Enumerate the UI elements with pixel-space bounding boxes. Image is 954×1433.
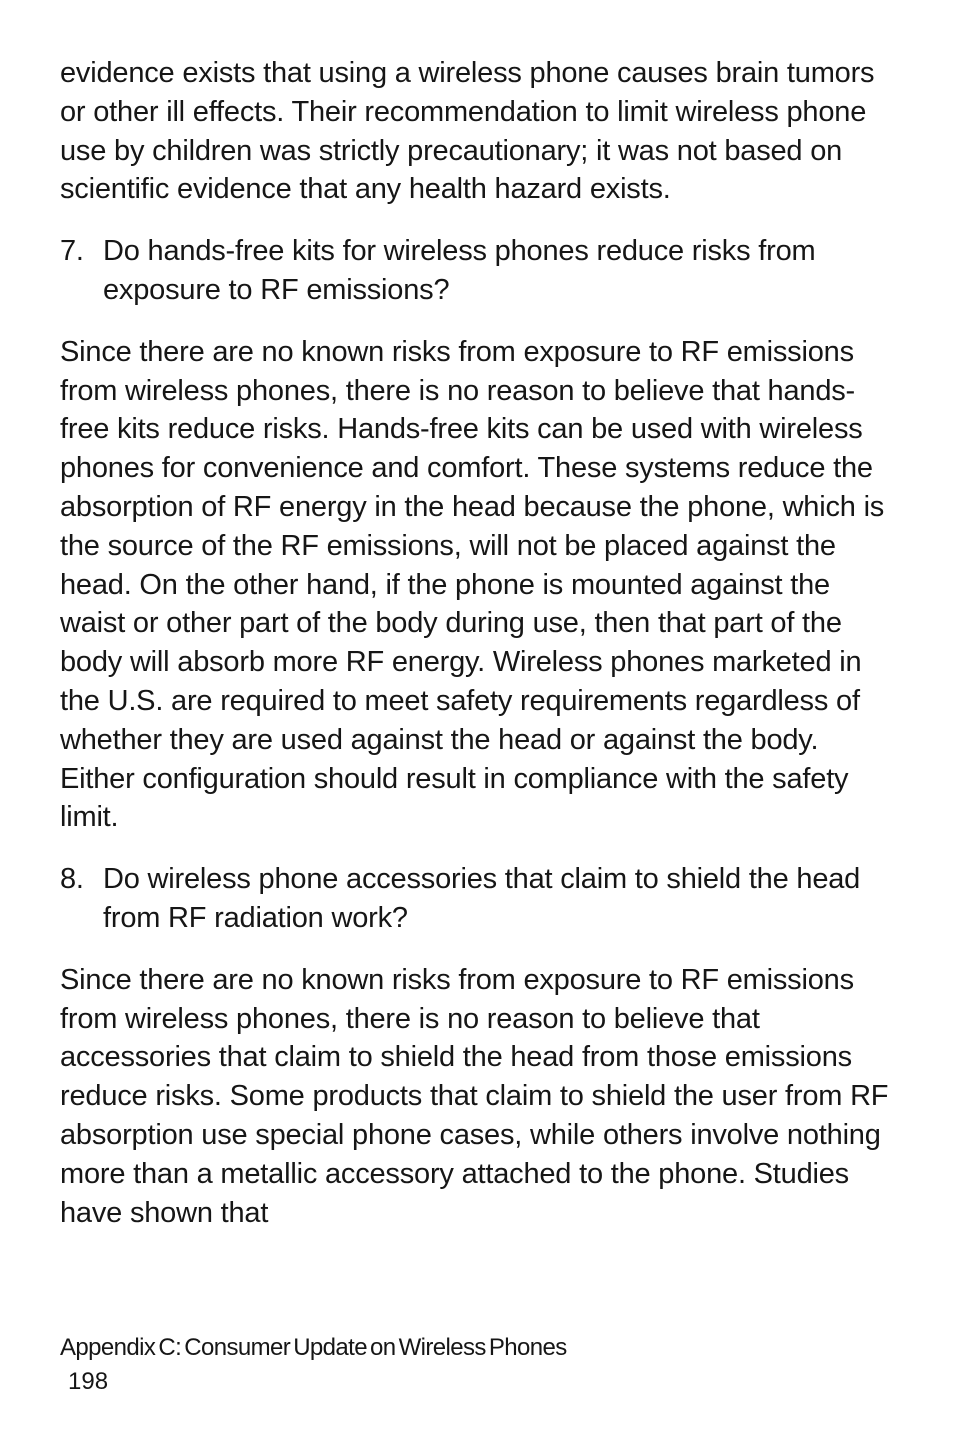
question-7-text: Do hands-free kits for wireless phones reduce risks from exposure to RF emissions? bbox=[103, 235, 816, 306]
page-number: 198 bbox=[68, 1368, 109, 1395]
question-8-text: Do wireless phone accessories that claim to shield the head from RF radiation work? bbox=[103, 863, 861, 934]
footer-title: Appendix C: Consumer Update on Wireless Phones bbox=[60, 1334, 567, 1361]
question-8-number: 8. bbox=[60, 863, 84, 896]
paragraph-intro: evidence exists that using a wireless phone causes brain tumors or other ill effects. Their recommendation to limit wireless phone use by children was strictly precautionary; it was not based on scientific evidence that any health hazard exists. bbox=[60, 57, 875, 206]
answer-7-paragraph: Since there are no known risks from exposure to RF emissions from wireless phones, there is no reason to believe that hands-free kits reduce risks. Hands-free kits can be used with wireless phones for convenience and comfort. These systems reduce the absorption of RF energy in the head because the phone, which is the source of the RF emissions, will not be placed against the head. On the other hand, if the phone is mounted against the waist or other part of the body during use, then that part of the body will absorb more RF energy. Wireless phones marketed in the U.S. are required to meet safety requirements regardless of whether they are used against the head or against the body. Either configuration should result in compliance with the safety limit. bbox=[60, 335, 885, 834]
question-7-number: 7. bbox=[60, 235, 84, 268]
question-7 bbox=[60, 232, 900, 310]
page-body bbox=[60, 54, 900, 1232]
answer-8-paragraph: Since there are no known risks from exposure to RF emissions from wireless phones, there is no reason to believe that accessories that claim to shield the head from those emissions reduce risks. Some products that claim to shield the user from RF absorption use special phone cases, while others involve nothing more than a metallic accessory attached to the phone. Studies have shown that bbox=[60, 963, 889, 1229]
question-8 bbox=[60, 860, 900, 938]
